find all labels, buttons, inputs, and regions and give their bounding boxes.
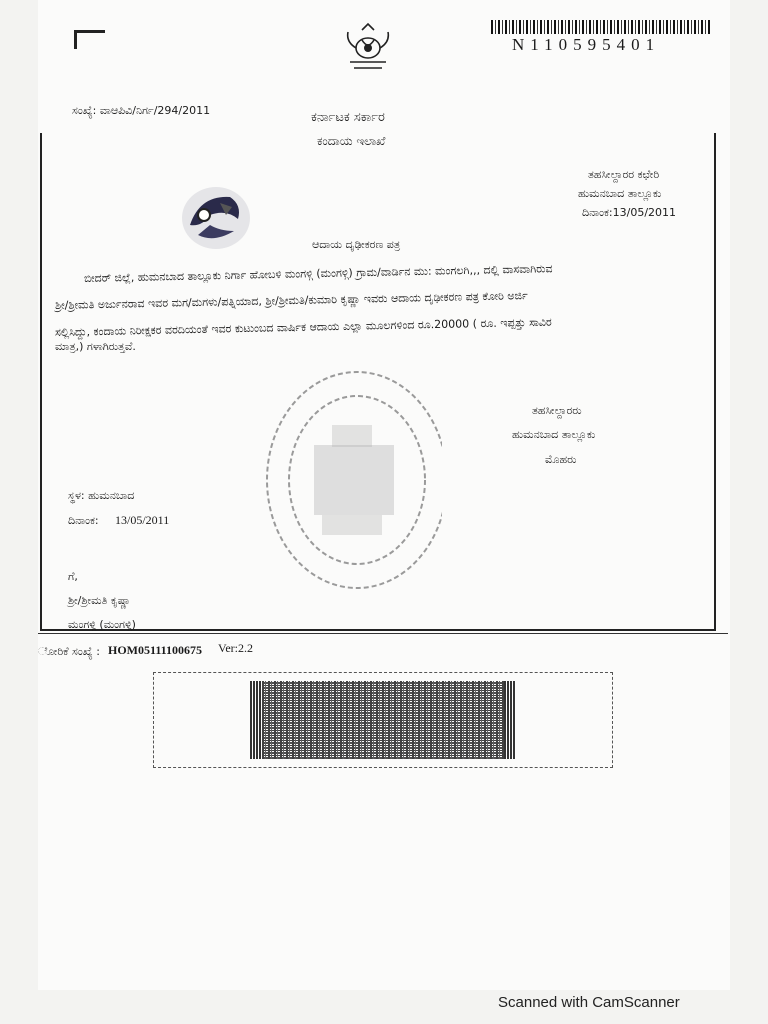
divider-line <box>38 633 728 634</box>
barcode-box <box>153 672 613 768</box>
barcode-pattern <box>256 681 506 759</box>
certificate-title: ಆದಾಯ ದೃಢೀಕರಣ ಪತ್ರ <box>312 238 401 251</box>
office-date: ದಿನಾಂಕ:13/05/2011 <box>582 206 677 219</box>
signatory-seal-label: ಮೊಹರು <box>545 453 577 466</box>
office-seal-stamp <box>252 365 442 595</box>
record-label: ೋರಿಕೆ ಸಂಖ್ಯೆ : <box>38 645 100 658</box>
body-line-2: ಶ್ರೀ/ಶ್ರೀಮತಿ ಅರ್ಜುನರಾವ ಇವರ ಮಗ/ಮಗಳು/ಪತ್ನಿಯಾದ, ಶ್ರೀ/ಶ್ರೀಮತಿ/ಕುಮಾರಿ ಕೃಷ್ಣಾ ಇವರು ಆದಾಯ ದೃಢೀಕರಣ ಪತ್ರ ಕೋರಿ ಅರ್ಜಿ <box>54 289 528 312</box>
place-date-label: ದಿನಾಂಕ: <box>68 514 99 527</box>
signatory-taluk: ಹುಮನಬಾದ ತಾಲ್ಲೂಕು <box>512 428 596 441</box>
recipient-name: ಶ್ರೀ/ಶ್ರೀಮತಿ ಕೃಷ್ಣಾ <box>68 594 131 607</box>
recipient-to: ಗೆ, <box>68 570 78 583</box>
office-taluk: ಹುಮನಬಾದ ತಾಲ್ಲೂಕು <box>578 187 662 200</box>
place-date-value: 13/05/2011 <box>115 513 170 527</box>
serial-barcode <box>491 20 711 34</box>
version-label: Ver:2.2 <box>218 641 253 655</box>
government-title: ಕರ್ನಾಟಕ ಸರ್ಕಾರ <box>311 110 385 125</box>
state-emblem-icon <box>340 22 396 72</box>
recipient-village: ಮಂಗಳ್ಗಿ (ಮಂಗಳ್ಗಿ) <box>68 618 136 631</box>
signatory-title: ತಹಸೀಲ್ದಾರರು <box>532 404 582 417</box>
reference-number: ಸಂಖ್ಯೆ: ವಾಆಪಿವಿ/ನಿರ್ಗ/294/2011 <box>72 104 211 117</box>
place-line: ಸ್ಥಳ: ಹುಮನಬಾದ <box>68 489 135 502</box>
department-title: ಕಂದಾಯ ಇಲಾಖೆ <box>317 134 386 148</box>
corner-mark <box>74 30 105 49</box>
record-number: HOM05111100675 <box>108 643 203 657</box>
body-line-1: ಬೀದರ್ ಜಿಲ್ಲೆ, ಹುಮನಬಾದ ತಾಲ್ಲೂಕು ನಿರ್ಗಾ ಹೋಬಳಿ ಮಂಗಳ್ಗಿ (ಮಂಗಳ್ಗಿ) ಗ್ರಾಮ/ವಾರ್ಡಿನ ಮು: ಮಂಗಲಗಿ,,, ದಲ್ಲಿ ವಾಸವಾಗಿರುವ <box>83 262 553 285</box>
serial-number: N110595401 <box>512 35 661 54</box>
body-line-4: ಮಾತ್ರ,) ಗಳಾಗಿರುತ್ತವೆ. <box>55 340 136 353</box>
scanner-watermark: Scanned with CamScanner <box>498 994 680 1011</box>
body-line-3: ಸಲ್ಲಿಸಿದ್ದು, ಕಂದಾಯ ನಿರೀಕ್ಷಕರ ವರದಿಯಂತೆ ಇವರ ಕುಟುಂಬದ ವಾರ್ಷಿಕ ಆದಾಯ ಎಲ್ಲಾ ಮೂಲಗಳಿಂದ ರೂ.20000 ( ರೂ. ಇಪ್ಪತ್ತು ಸಾವಿರ <box>54 315 552 339</box>
office-name: ತಹಸೀಲ್ದಾರರ ಕಛೇರಿ <box>588 168 660 181</box>
